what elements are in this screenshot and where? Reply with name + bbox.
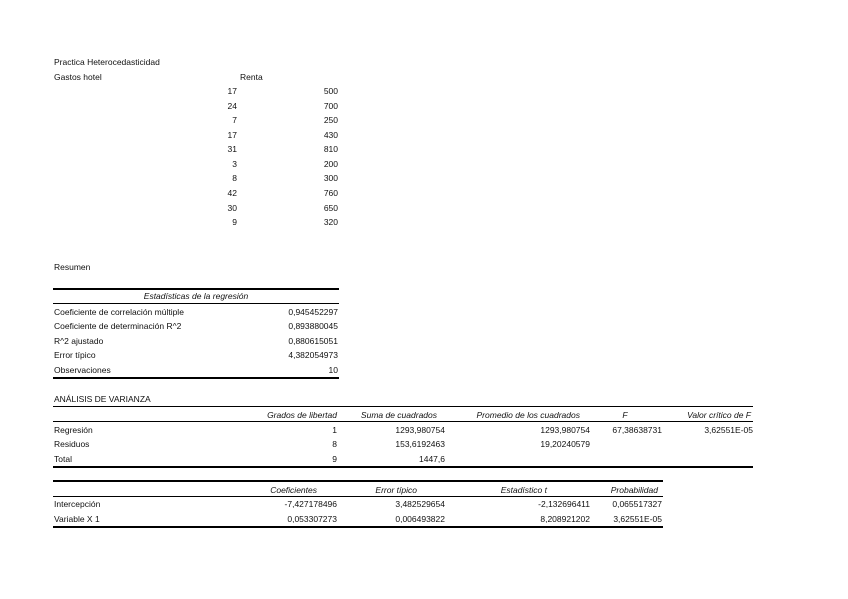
coef-cell: 0,006493822 <box>395 514 445 524</box>
table-border <box>53 303 339 304</box>
stat-value: 0,893880045 <box>288 321 338 331</box>
anova-cell: 153,6192463 <box>395 439 445 449</box>
coef-cell: 0,065517327 <box>612 499 662 509</box>
anova-cell: 8 <box>332 439 337 449</box>
anova-row-label: Residuos <box>54 439 90 449</box>
anova-cell: 1 <box>332 425 337 435</box>
coef-row-label: Intercepción <box>54 499 101 509</box>
coef-cell: 3,62551E-05 <box>613 514 662 524</box>
stat-value: 10 <box>328 365 338 375</box>
anova-cell: 9 <box>332 454 337 464</box>
gastos-cell: 42 <box>227 188 237 198</box>
table-border <box>53 496 663 497</box>
anova-header: F <box>622 410 628 420</box>
anova-cell: 1293,980754 <box>540 425 590 435</box>
anova-cell: 19,20240579 <box>540 439 590 449</box>
renta-cell: 760 <box>323 188 338 198</box>
stat-value: 4,382054973 <box>288 350 338 360</box>
anova-header: Valor crítico de F <box>687 410 751 420</box>
stat-label: Coeficiente de correlación múltiple <box>54 307 184 317</box>
gastos-cell: 7 <box>232 115 237 125</box>
renta-cell: 650 <box>323 203 338 213</box>
anova-cell: 1293,980754 <box>395 425 445 435</box>
reg-stats-title: Estadísticas de la regresión <box>143 291 249 301</box>
coef-cell: -2,132696411 <box>538 499 590 509</box>
renta-cell: 200 <box>323 159 338 169</box>
anova-header: Suma de cuadrados <box>360 410 437 420</box>
anova-row-label: Total <box>54 454 72 464</box>
gastos-cell: 24 <box>227 101 237 111</box>
stat-value: 0,945452297 <box>288 307 338 317</box>
resumen-label: Resumen <box>54 262 91 272</box>
col-header-renta: Renta <box>240 72 263 82</box>
gastos-cell: 9 <box>232 217 237 227</box>
stat-label: Observaciones <box>54 365 111 375</box>
gastos-cell: 17 <box>227 130 237 140</box>
renta-cell: 320 <box>323 217 338 227</box>
renta-cell: 430 <box>323 130 338 140</box>
table-border <box>53 406 753 407</box>
table-border <box>53 288 339 290</box>
coef-cell: -7,427178496 <box>284 499 337 509</box>
coef-header: Probabilidad <box>610 485 658 495</box>
coef-cell: 3,482529654 <box>395 499 445 509</box>
stat-label: R^2 ajustado <box>54 336 104 346</box>
anova-cell: 67,38638731 <box>612 425 662 435</box>
renta-cell: 250 <box>323 115 338 125</box>
col-header-gastos: Gastos hotel <box>54 72 102 82</box>
coef-header: Error típico <box>375 485 417 495</box>
gastos-cell: 8 <box>232 173 237 183</box>
anova-row-label: Regresión <box>54 425 93 435</box>
page-title: Practica Heterocedasticidad <box>54 57 160 67</box>
table-border <box>53 526 663 528</box>
renta-cell: 810 <box>323 144 338 154</box>
coef-cell: 8,208921202 <box>540 514 590 524</box>
table-border <box>53 421 753 422</box>
anova-header: Grados de libertad <box>267 410 337 420</box>
table-border <box>53 377 339 379</box>
anova-cell: 1447,6 <box>419 454 445 464</box>
coef-header: Coeficientes <box>270 485 317 495</box>
coef-row-label: Variable X 1 <box>54 514 100 524</box>
anova-cell: 3,62551E-05 <box>704 425 753 435</box>
anova-header: Promedio de los cuadrados <box>476 410 580 420</box>
gastos-cell: 30 <box>227 203 237 213</box>
coef-cell: 0,053307273 <box>287 514 337 524</box>
renta-cell: 500 <box>323 86 338 96</box>
table-border <box>53 466 753 468</box>
coef-header: Estadístico t <box>500 485 547 495</box>
renta-cell: 300 <box>323 173 338 183</box>
anova-title: ANÁLISIS DE VARIANZA <box>54 394 151 404</box>
renta-cell: 700 <box>323 101 338 111</box>
stat-label: Error típico <box>54 350 96 360</box>
gastos-cell: 31 <box>227 144 237 154</box>
stat-value: 0,880615051 <box>288 336 338 346</box>
table-border <box>53 480 663 482</box>
gastos-cell: 3 <box>232 159 237 169</box>
stat-label: Coeficiente de determinación R^2 <box>54 321 182 331</box>
gastos-cell: 17 <box>227 86 237 96</box>
